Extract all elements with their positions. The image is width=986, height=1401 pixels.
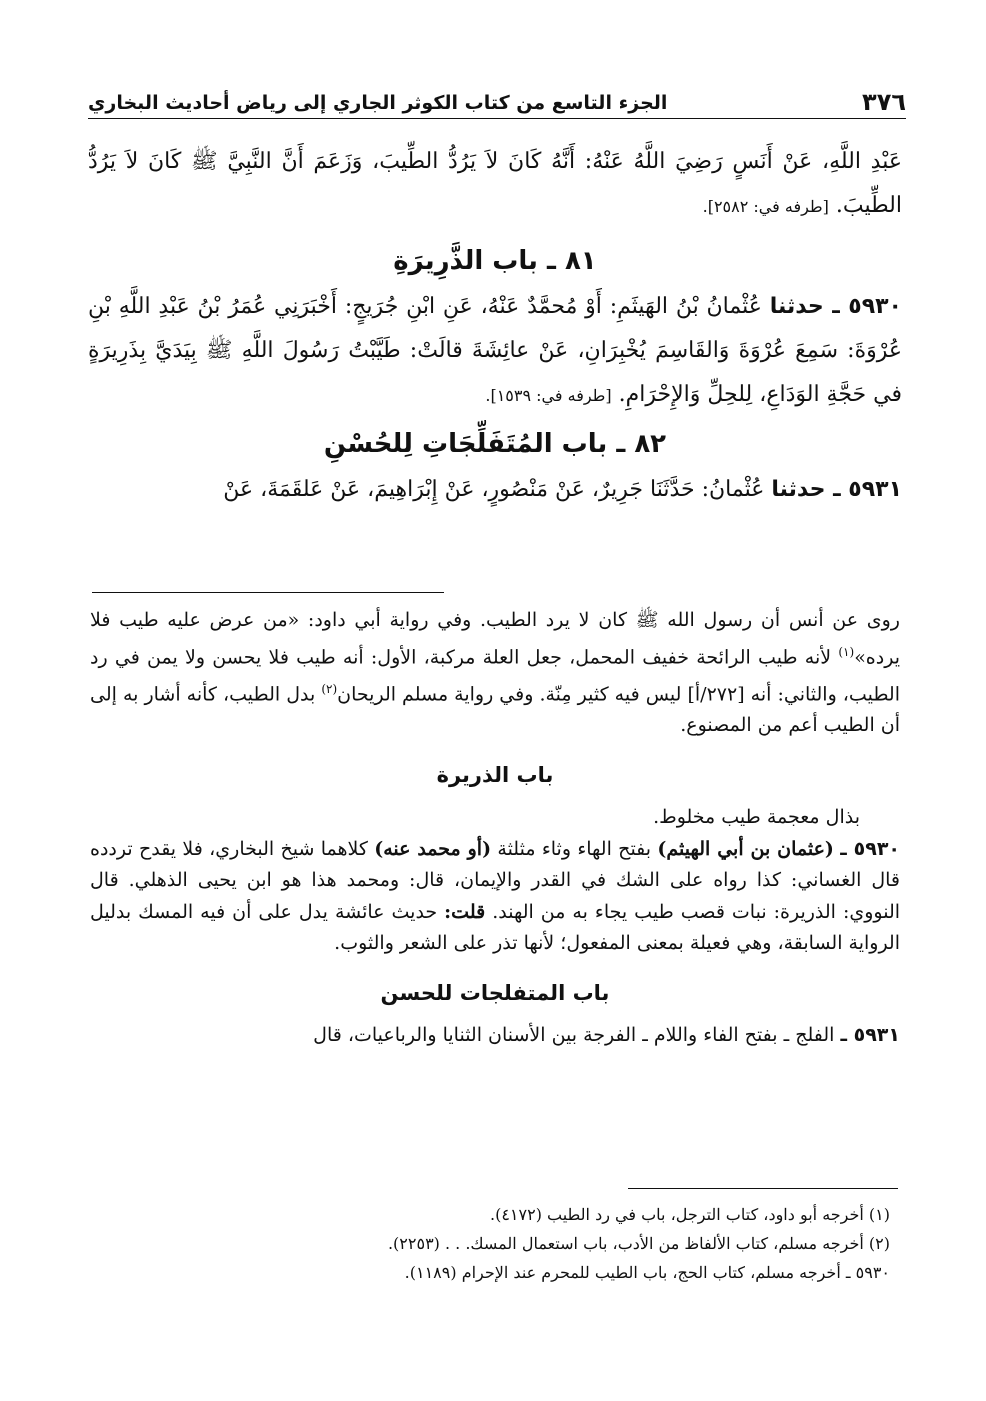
hadith-5931-text: عُثْمانُ: حَدَّثَنَا جَرِيرٌ، عَنْ مَنْصُورٍ، عَنْ إِبْرَاهِيمَ، عَنْ عَلقَمَةَ، عَنْ <box>223 477 765 502</box>
commentary-divider <box>92 592 444 593</box>
commentary-hadith-number: ٥٩٣١ ـ <box>840 1024 900 1046</box>
commentary-text: بدل الطيب، كأنه أشار به إلى أن الطيب أعم من المصنوع. <box>90 682 900 737</box>
footnote-3: ٥٩٣٠ ـ أخرجه مسلم، كتاب الحج، باب الطيب للمحرم عند الإحرام (١١٨٩). <box>404 1263 890 1282</box>
hadith-5930-number: ٥٩٣٠ ـ حدثنا <box>769 294 902 319</box>
commentary-qult: قلت: <box>444 900 486 923</box>
hadith-5929-text: عَبْدِ اللَّهِ، عَنْ أَنَسٍ رَضِيَ اللَّهُ عَنْهُ: أَنَّهُ كَانَ لاَ يَرُدُّ الطِّيبَ، وَزَعَمَ أَنَّ النَّبِيَّ ﷺ كَانَ لاَ يَرُدُّ الطِّيبَ. <box>88 149 902 218</box>
commentary-quote: (عثمان بن أبي الهيثم) <box>657 837 834 860</box>
commentary-text: كلاهما شيخ البخاري، فلا يقدح تردده قال الغساني: كذا رواه على الشك في القدر والإيمان، قال: ومحمد هذا هو ابن يحيى الذهلي. قال النووي: الذريرة: نبات قصب طيب يجاء به من الهند. <box>90 837 901 923</box>
hadith-5930 <box>88 285 902 418</box>
commentary-paragraph-2: بذال معجمة طيب مخلوط. <box>653 806 860 829</box>
footnotes <box>100 1200 890 1287</box>
commentary-text: لأنه طيب الرائحة خفيف المحمل، جعل العلة مركبة، الأول: أنه طيب فلا يحسن ولا يمن في رد الطيب، والثاني: أنه [٢٧٢/أ] ليس فيه كثير مِنّة. وفي رواية مسلم الريحان <box>90 645 900 705</box>
hadith-5930-text: عُثْمانُ بْنُ الهَيثَمِ: أَوْ مُحمَّدٌ عَنْهُ، عَنِ ابْنِ جُرَيجٍ: أَخْبَرَنِي عُمَرُ بْنُ عَبْدِ اللَّهِ بْنِ عُرْوَةَ: سَمِعَ عُرْوَةَ وَالقَاسِمَ يُخْبِرَانِ، عَنْ عائِشَةَ قالَتْ: طَيَّبْتُ رَسُولَ اللَّهِ ﷺ بِيَدَيَّ بِذَرِيرَةٍ في حَجَّةِ الوَدَاعِ، لِلحِلِّ وَالإِحْرَامِ. <box>88 294 902 407</box>
hadith-5929-reference: [طرفه في: ٢٥٨٢]. <box>702 197 829 216</box>
chapter-81-title: ٨١ ـ باب الذَّرِيرَةِ <box>393 246 597 276</box>
commentary-hadith-number: ٥٩٣٠ ـ <box>840 837 901 860</box>
commentary-text: بفتح الهاء وثاء مثلثة <box>491 837 658 860</box>
footnote-rule <box>628 1188 898 1189</box>
hadith-5929-tail <box>88 140 902 229</box>
chapter-82-title: ٨٢ ـ باب المُتَفَلِّجَاتِ لِلحُسْنِ <box>323 429 667 459</box>
commentary-heading-dharira: باب الذريرة <box>436 763 554 788</box>
commentary-text: حديث عائشة يدل على أن فيه المسك بدليل الرواية السابقة، وهي فعيلة بمعنى المفعول؛ لأنها تذر على الشعر والثوب. <box>90 900 900 955</box>
footnote-marker-2: (٢) <box>321 681 338 696</box>
hadith-text-section <box>88 140 902 512</box>
running-title: الجزء التاسع من كتاب الكوثر الجاري إلى رياض أحاديث البخاري <box>88 92 668 114</box>
commentary-paragraph-1 <box>90 605 900 742</box>
hadith-5930-reference: [طرفه في: ١٥٣٩]. <box>485 386 612 405</box>
commentary-heading-mutafallijat: باب المتفلجات للحسن <box>380 981 610 1005</box>
page-header <box>88 84 906 119</box>
commentary-text: روى عن أنس أن رسول الله ﷺ كان لا يرد الطيب. وفي رواية أبي داود: «من عرض عليه طيب فلا يرده» <box>90 609 900 668</box>
commentary-section <box>90 605 900 1052</box>
commentary-quote: (أو محمد عنه) <box>374 837 492 860</box>
hadith-5931 <box>88 468 902 512</box>
footnote-2: (٢) أخرجه مسلم، كتاب الألفاظ من الأدب، باب استعمال المسك. . . (٢٢٥٣). <box>387 1234 890 1253</box>
commentary-paragraph-4 <box>90 1020 900 1052</box>
footnote-marker-1: (١) <box>838 644 855 659</box>
hadith-5931-number: ٥٩٣١ ـ حدثنا <box>771 477 902 502</box>
page-number: ٣٧٦ <box>862 88 906 116</box>
commentary-paragraph-3 <box>90 834 900 960</box>
commentary-text: الفلج ـ بفتح الفاء واللام ـ الفرجة بين الأسنان الثنايا والرباعيات، قال <box>313 1024 841 1046</box>
footnote-1: (١) أخرجه أبو داود، كتاب الترجل، باب في رد الطيب (٤١٧٢). <box>489 1205 890 1224</box>
